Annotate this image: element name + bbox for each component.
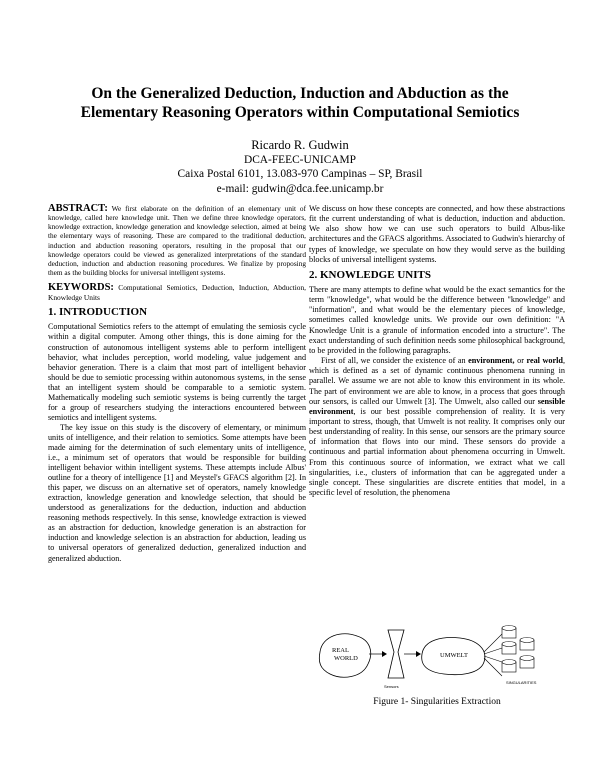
abstract — [48, 204, 306, 277]
intro-paragraph-3: We discuss on how these concepts are connected, and how these abstractions fit the current understanding of what is deduction, induction and abduction. We also show how we can use such operators to build Albus-like architectures and the GFACS algorithms. Associated to Gudwin's hierarchy of types of knowledge, we speculate on how they would serve as the building blocks of universal intelligent systems. — [309, 204, 565, 264]
title-line-1: On the Generalized Deduction, Induction and Abduction as the — [91, 85, 509, 102]
arrow-head-2 — [416, 651, 421, 657]
ku-p2-a: First of all, we consider the existence of an — [321, 356, 469, 366]
title-line-2: Elementary Reasoning Operators within Computational Semiotics — [80, 104, 520, 121]
keywords — [48, 283, 306, 302]
umwelt-label: UMWELT — [440, 652, 468, 659]
singularity-cylinders — [502, 626, 534, 673]
paper-title — [60, 84, 540, 122]
author-name: Ricardo R. Gudwin — [251, 138, 349, 152]
cylinder-5-top — [502, 660, 516, 665]
figure-singularities-extraction — [312, 622, 562, 692]
cylinder-1-top — [502, 626, 516, 631]
ku-p2-b: or — [514, 356, 527, 366]
figure-caption: Figure 1- Singularities Extraction — [373, 697, 501, 707]
left-column — [48, 204, 306, 564]
intro-paragraph-2: The key issue on this study is the discovery of elementary, or minimum units of intelligence, and their relation to semiotics. Some attempts have been made aiming for the determination of such elementary units of intelligence, i.e., a minimum set of operators that would be responsible for building intelligent behavior within intelligent systems. These attempts include Albus' outline for a theory of intelligence [1] and Meystel's GFACS algorithm [2]. In this paper, we discuss on an alternative set of operators, namely knowledge extraction, knowledge generation and knowledge selection, that should be understood as generalizations for the deduction, induction and abduction reasoning methods respectively. In this sense, knowledge extraction is viewed as an abstraction for deduction, knowledge generation is an abstraction for induction and knowledge selection is an abstraction for abduction, leading us to universal operators of generalized deduction, generalized induction and generalized abduction. — [48, 422, 306, 563]
cylinder-3-top — [502, 642, 516, 647]
sensors-label: Sensors — [384, 684, 399, 689]
section-heading-introduction: 1. INTRODUCTION — [48, 306, 148, 319]
term-environment: environment, — [468, 356, 515, 366]
ku-p2-d: , is our best possible comprehension of reality. It is very important to stress, though, that Umwelt is not reality. It comprises only our best understanding of reality. In this sense, our sensors are the primary source of information that flows into our mind. These sensors do provide a continuous and partial information about phenomena occurring in Umwelt. From this continuous source of information, we extract what we call singularities, i.e., clusters of information that can be aggregated under a single concept. These singularities are discrete entities that model, in a specific level of resolution, the phenomena — [309, 406, 565, 498]
keywords-text: Computational Semiotics, Deduction, Induction, Abduction, Knowledge Units — [48, 283, 306, 302]
ku-paragraph-1: There are many attempts to define what would be the exact semantics for the term "knowledge", what would be the difference between "knowledge" and "information", and what would be the elementary pieces of knowledge, sometimes called knowledge units. We provide our own definition: "A Knowledge Unit is a granule of information encoded into a structure". The exact understanding of such definition needs some philosophical background, to be provided in the following paragraphs. — [309, 284, 565, 355]
sensor-hourglass — [388, 630, 404, 678]
section-heading-knowledge-units: 2. KNOWLEDGE UNITS — [309, 268, 431, 281]
singularities-label: SINGULARITIES — [506, 680, 537, 685]
term-sensible-environment: sensible environment — [309, 396, 565, 416]
keywords-heading: KEYWORDS: — [48, 282, 114, 294]
fan-arrow-4 — [484, 658, 502, 676]
abstract-heading: ABSTRACT: — [48, 203, 108, 214]
real-world-label-2: WORLD — [334, 655, 358, 662]
author-block — [100, 138, 500, 196]
author-affiliation: DCA-FEEC-UNICAMP — [243, 153, 356, 166]
cylinder-4-top — [520, 656, 534, 661]
cylinder-2-top — [520, 638, 534, 643]
right-column — [309, 204, 565, 498]
fan-arrow-1 — [484, 634, 502, 652]
author-address: Caixa Postal 6101, 13.083-970 Campinas – SP, Brasil — [177, 168, 423, 180]
author-email: e-mail: gudwin@dca.fee.unicamp.br — [216, 182, 384, 195]
abstract-text: We first elaborate on the definition of an elementary unit of knowledge, called here knowledge unit. Then we define three knowledge operators, knowledge extraction, knowledge generation and knowledge selection, aimed at being the elementary ways of reasoning. These are compared to the traditional deduction, induction and abduction reasoning operators, resulting in the proposal that our knowledge operators could be viewed as generalized interpretations of the standard deduction, induction and abduction reasoning procedures. We finalize by proposing them as the building blocks for universal intelligent systems. — [48, 204, 306, 278]
ku-paragraph-2 — [309, 356, 565, 498]
arrow-head-1 — [382, 651, 387, 657]
ku-p2-c: , which is defined as a set of dynamic continuous phenomena running in parallel. We assume we are not able to know this environment in its whole. The part of environment we are able to know, in a process that goes through our sensors, is called our Umwelt [3]. The Umwelt, also called our — [309, 356, 565, 406]
real-world-label-1: REAL — [332, 647, 349, 654]
term-real-world: real world — [526, 356, 563, 366]
intro-paragraph-1: Computational Semiotics refers to the attempt of emulating the semiosis cycle within a digital computer. Among other things, this is done aiming for the construction of autonomous intelligent systems able to perform intelligent behavior, what includes perception, world modeling, value judgement and behavior generation. There is a claim that most part of intelligent behavior should be due to semiotic processing within autonomous systems, in the sense that an intelligent system should be comparable to a semiotic system. Mathematically modeling such semiotic systems is being currently the target for a group of researchers studying the interactions encountered between semiotics and intelligent systems. — [48, 322, 306, 422]
